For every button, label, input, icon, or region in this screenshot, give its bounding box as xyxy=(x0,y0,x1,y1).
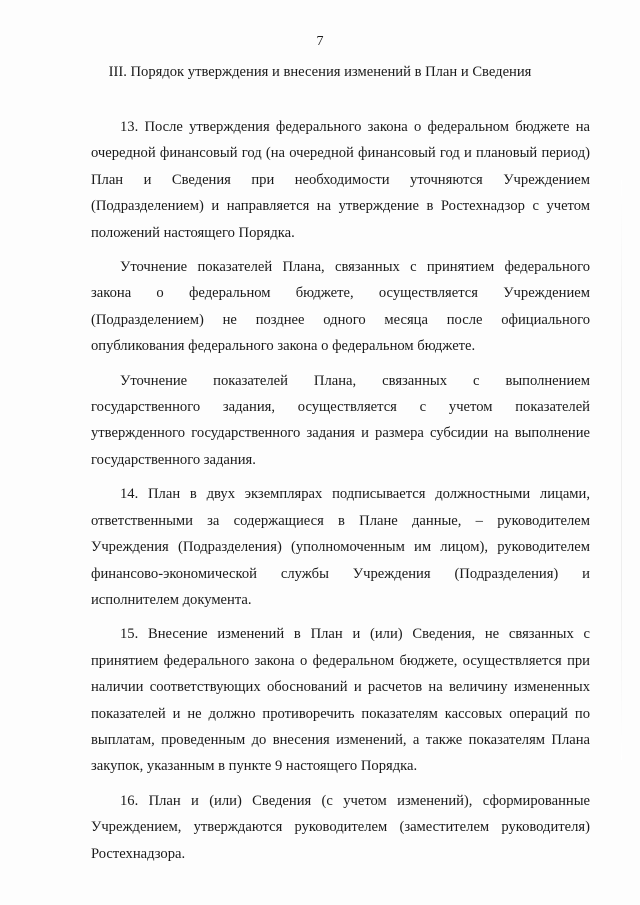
paragraph-16: 16. План и (или) Сведения (с учетом изменений), сформированные Учреждением, утверждаются руководителем (заместителем руководителя) Ростехнадзора. xyxy=(91,792,590,862)
paragraph-15: 15. Внесение изменений в План и (или) Сведения, не связанных с принятием федерального закона о федеральном бюджете, осуществляется при наличии соответствующих обоснований и расчетов на величину измененных показателей и не должно противоречить показателям кассовых операций по выплатам, проведенным до внесения изменений, а также показателям Плана закупок, указанным в пункте 9 настоящего Порядка. xyxy=(91,626,590,775)
paragraph-13: 13. После утверждения федерального закона о федеральном бюджете на очередной финансовый год (на очередной финансовый год и плановый период) План и Сведения при необходимости уточняются Учреждением (Подразделением) и направляется на утверждение в Ростехнадзор с учетом положений настоящего Порядка. xyxy=(91,119,590,241)
page-number: 7 xyxy=(316,34,324,49)
scan-edge-shadow xyxy=(621,180,622,760)
paragraph-14: 14. План в двух экземплярах подписывается должностными лицами, ответственными за содержащиеся в Плане данные, – руководителем Учреждения (Подразделения) (уполномоченным им лицом), руководителем финансово-экономической службы Учреждения (Подразделения) и исполнителем документа. xyxy=(91,486,590,608)
section-title: III. Порядок утверждения и внесения изменений в План и Сведения xyxy=(108,64,532,80)
paragraph-13-clarification-budget-law: Уточнение показателей Плана, связанных с принятием федерального закона о федеральном бюджете, осуществляется Учреждением (Подразделением) не позднее одного месяца после официального опубликования федерального закона о федеральном бюджете. xyxy=(91,259,590,355)
paragraph-13-clarification-state-task: Уточнение показателей Плана, связанных с выполнением государственного задания, осуществляется с учетом показателей утвержденного государственного задания и размера субсидии на выполнение государственного задания. xyxy=(91,372,590,468)
document-body xyxy=(91,114,590,875)
